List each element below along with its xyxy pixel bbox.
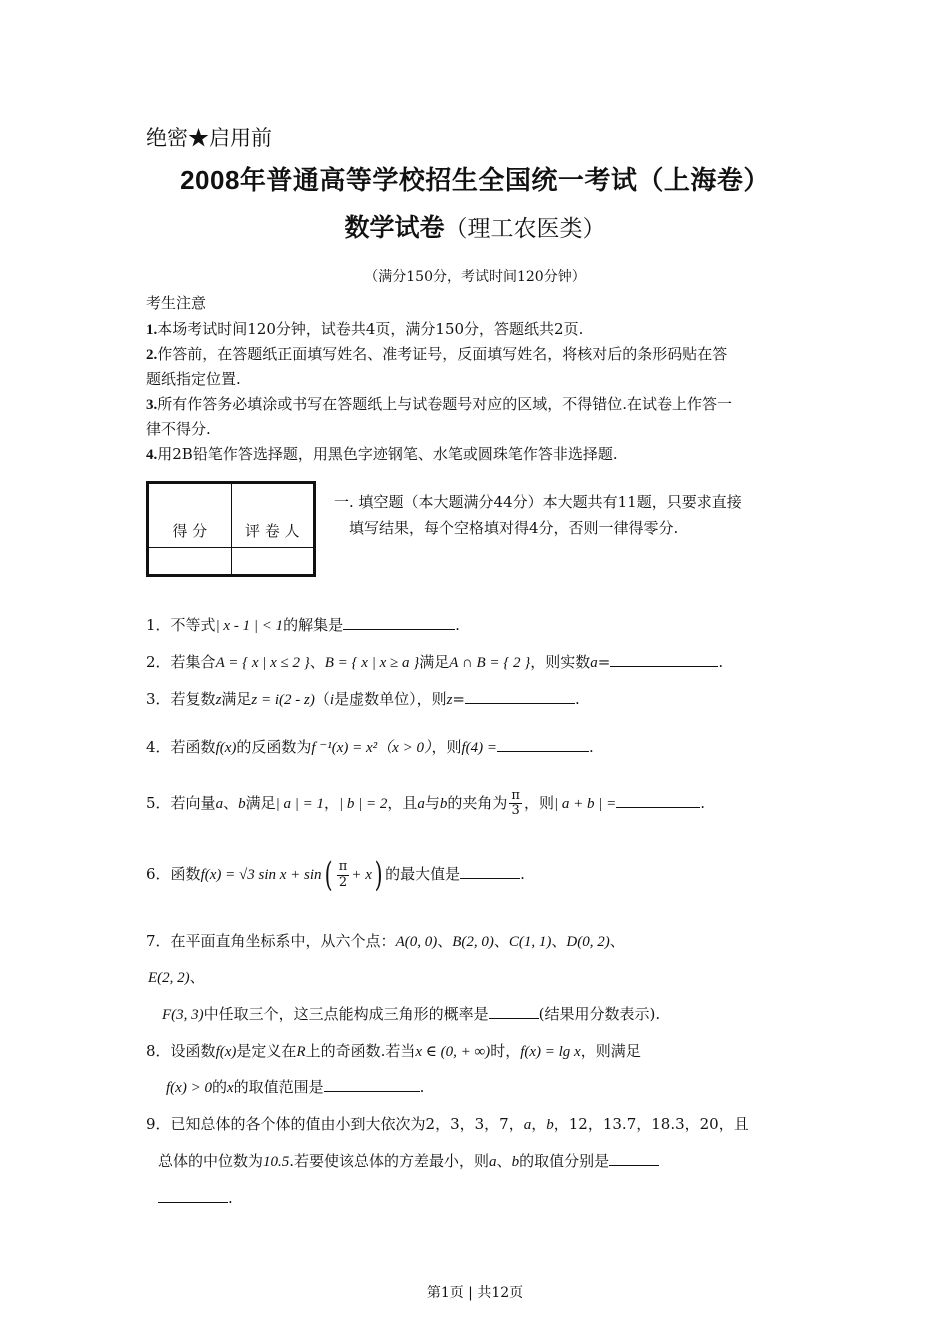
subtitle-main: 数学试卷 (344, 214, 445, 242)
question-1: 1．不等式| x - 1 | < 1的解集是 . (146, 616, 460, 634)
subtitle-sub: （理工农医类） (444, 216, 606, 242)
q8-text-mid4: ，则满足 (580, 1042, 641, 1060)
q4-f: f(x) (215, 740, 237, 756)
q7-point: B(2, 0) (452, 934, 494, 950)
q9-b2: b (511, 1154, 520, 1170)
question-6: 6．函数f(x) = √3 sin x + sin( $\frac{\pi}{2}$ + x) 的最大值是 . (146, 855, 525, 895)
q9-b: b (546, 1117, 554, 1133)
q5-and: 与 (424, 793, 440, 812)
q2-text: 若集合 (170, 653, 216, 671)
q9-a2: a (489, 1154, 497, 1170)
notice-num: 4. (146, 447, 158, 463)
question-7 (146, 930, 625, 951)
q5-a: a (215, 795, 224, 812)
answer-blank (465, 688, 575, 704)
q5-comma: ， (323, 793, 339, 812)
q8-definition: f(x) = lg x (520, 1044, 581, 1060)
q4-inverse: f ⁻¹(x) = x² (311, 740, 378, 756)
question-4: 4．若函数f(x)的反函数为f ⁻¹(x) = x²（x > 0），则f(4) = . (146, 738, 594, 756)
question-3: 3．若复数z满足z = i(2 - z)（i是虚数单位），则z= . (146, 690, 580, 708)
question-number: 2． (146, 653, 171, 671)
question-number: 8． (146, 1042, 171, 1060)
q3-paren: （ (314, 690, 330, 708)
q3-eq: = (452, 690, 465, 708)
q7-text-mid: 中任取三个，这三点能构成三角形的概率是 (203, 1005, 489, 1023)
left-paren-glyph: ( (324, 855, 333, 895)
confidential-label: 绝密★启用前 (146, 126, 272, 150)
question-9-line3: . (158, 1187, 233, 1207)
q8-text-mid3: 时， (490, 1042, 521, 1060)
q6-expression: f(x) = √3 sin x + sin (200, 867, 322, 883)
q4-text: 若函数 (170, 738, 216, 756)
q6-plus-x: + x (351, 867, 372, 883)
notice-text: 本场考试时间120分钟，试卷共4页，满分150分，答题纸共2页. (157, 320, 584, 338)
q7-text: 在平面直角坐标系中，从六个点： (170, 932, 396, 950)
score-cell (148, 548, 232, 576)
section1-line2: 填写结果，每个空格填对得4分，否则一律得零分. (349, 519, 679, 537)
q6-text: 函数 (170, 865, 201, 883)
answer-blank (343, 614, 455, 630)
answer-blank (489, 1003, 539, 1019)
q5-result: | a + b | = (553, 795, 617, 812)
question-8 (146, 1040, 641, 1061)
q3-text: 若复数 (170, 690, 216, 708)
q2-text-mid: 满足 (419, 653, 450, 671)
q5-b: b (238, 795, 246, 812)
q9-median: 10.5 (263, 1154, 290, 1170)
answer-blank (158, 1187, 228, 1203)
question-number: 9． (146, 1115, 171, 1133)
grader-header: 评 卷 人 (231, 483, 315, 548)
notice-item-1 (146, 318, 583, 339)
q2-sep: 、 (309, 653, 325, 671)
fraction-numerator: π (511, 788, 520, 803)
answer-blank (609, 1150, 659, 1166)
q3-note: 是虚数单位），则 (334, 690, 447, 708)
q1-text: 不等式 (170, 616, 216, 634)
notice-text: 作答前，在答题纸正面填写姓名、准考证号，反面填写姓名，将核对后的条形码贴在答 (157, 345, 728, 363)
question-number: 3． (146, 690, 171, 708)
q5-norm-b: | b | = 2 (338, 795, 388, 812)
q8-text-mid5: 的 (211, 1078, 227, 1096)
q6-text-post: 的最大值是 (385, 865, 461, 883)
q2-eq: = (597, 653, 611, 671)
score-header: 得 分 (148, 483, 232, 548)
q8-text-mid2: 上的奇函数.若当 (305, 1042, 416, 1060)
q5-text-post: ，则 (523, 793, 554, 812)
q9-text: 已知总体的各个体的值由小到大依次为2，3，3，7， (170, 1115, 524, 1133)
notice-num: 3. (146, 397, 158, 413)
q1-math: | x - 1 | < 1 (215, 618, 284, 634)
notice-item-2 (146, 343, 727, 364)
q1-text-post: 的解集是 (283, 616, 344, 634)
q5-text-mid3: 的夹角为 (447, 793, 508, 812)
answer-blank (616, 792, 700, 808)
q5-sep: 、 (223, 793, 239, 812)
q5-text-mid: 满足 (245, 793, 276, 812)
notice-item-3-cont: 律不得分. (146, 420, 211, 438)
q9-a: a (523, 1117, 532, 1133)
q7-point: C(1, 1) (508, 934, 552, 950)
q7-text-post: (结果用分数表示). (538, 1005, 661, 1023)
q9-text-line2: 总体的中位数为 (158, 1152, 264, 1170)
q8-real-set: R (296, 1044, 306, 1060)
q9-comma: ， (531, 1115, 547, 1133)
score-time-line: （满分150分，考试时间120分钟） (364, 269, 586, 285)
q8-inequality: f(x) > 0 (166, 1080, 212, 1096)
q7-sep: 、 (437, 932, 453, 950)
fraction-denominator: 2 (338, 874, 348, 890)
q2-set-b: B = { x | x ≥ a } (324, 655, 420, 671)
notice-item-3 (146, 393, 732, 414)
q5-b2: b (439, 795, 448, 812)
notice-item-4 (146, 443, 618, 464)
notice-text: 所有作答务必填涂或书写在答题纸上与试卷题号对应的区域，不得错位.在试卷上作答一 (157, 395, 733, 413)
notice-text: 用2B铅笔作答选择题，用黑色字迹钢笔、水笔或圆珠笔作答非选择题. (157, 445, 618, 463)
q3-i: i (329, 692, 335, 708)
section1-line1: 一. 填空题（本大题满分44分）本大题共有11题，只要求直接 (334, 493, 742, 511)
q6-fraction (337, 860, 350, 890)
question-number: 6． (146, 865, 171, 883)
q8-text: 设函数 (170, 1042, 216, 1060)
q4-text-mid: 的反函数为 (236, 738, 312, 756)
answer-blank (460, 863, 520, 879)
q8-text-post: 的取值范围是 (233, 1078, 324, 1096)
fraction-numerator: π (338, 859, 348, 875)
q3-math: z = i(2 - z) (251, 692, 315, 708)
right-paren-glyph: ) (374, 855, 383, 895)
q5-text-mid2: ，且 (387, 793, 418, 812)
q9-sep: 、 (496, 1152, 512, 1170)
question-5: 5．若向量a、b满足| a | = 1，| b | = 2，且a与b的夹角为 $\frac{\pi}{3}$ ，则| a + b | = . (146, 788, 705, 819)
grade-table (146, 481, 316, 577)
exam-title: 2008年普通高等学校招生全国统一考试（上海卷） (180, 165, 770, 195)
q7-point: F(3, 3) (162, 1007, 204, 1023)
answer-blank (610, 651, 718, 667)
q8-condition: x ∈ (0, + ∞) (415, 1044, 491, 1060)
q3-text-mid: 满足 (221, 690, 252, 708)
q7-sep: 、 (551, 932, 567, 950)
page-footer: 第1页 | 共12页 (426, 1285, 524, 1301)
notice-heading: 考生注意 (146, 294, 207, 312)
q9-text-rest: ，12，13.7，18.3，20，且 (553, 1115, 749, 1133)
q3-var2: z (446, 692, 453, 708)
q8-text-mid: 是定义在 (236, 1042, 297, 1060)
q8-f: f(x) (215, 1044, 237, 1060)
q5-norm-a: | a | = 1 (275, 795, 324, 812)
q4-condition: （x > 0） (377, 740, 432, 756)
q7-sep: 、 (189, 968, 205, 986)
q2-text-post: ，则实数 (530, 653, 591, 671)
q7-point: D(0, 2) (566, 934, 610, 950)
question-7-line3 (162, 1003, 660, 1024)
q7-sep: 、 (493, 932, 509, 950)
q5-text: 若向量 (170, 793, 216, 812)
answer-blank (324, 1076, 420, 1092)
q7-point: A(0, 0) (395, 934, 438, 950)
notice-num: 1. (146, 322, 158, 338)
question-number: 5． (146, 793, 171, 812)
q2-var: a (590, 655, 598, 671)
q3-var: z (215, 692, 222, 708)
question-7-line2 (148, 966, 205, 987)
paper-subtitle (0, 208, 950, 244)
q4-text-post: ，则 (431, 738, 462, 756)
q7-point: E(2, 2) (148, 970, 190, 986)
question-number: 1． (146, 616, 171, 634)
question-8-line2: f(x) > 0的x的取值范围是 . (166, 1078, 425, 1096)
question-2: 2．若集合A = { x | x ≤ 2 }、B = { x | x ≥ a }满足A ∩ B = { 2 }，则实数a= . (146, 653, 724, 671)
question-9 (146, 1113, 749, 1134)
q5-a2: a (417, 795, 425, 812)
answer-blank (497, 736, 589, 752)
q2-set-a: A = { x | x ≤ 2 } (215, 655, 310, 671)
question-9-line2 (158, 1150, 659, 1171)
fraction-denominator: 3 (511, 803, 520, 819)
q2-condition: A ∩ B = { 2 } (449, 655, 531, 671)
question-number: 4． (146, 738, 171, 756)
notice-num: 2. (146, 347, 158, 363)
q9-text-line2-mid: .若要使该总体的方差最小，则 (289, 1152, 490, 1170)
q8-x: x (226, 1080, 234, 1096)
q7-sep: 、 (609, 932, 625, 950)
grader-cell (231, 548, 315, 576)
notice-item-2-cont: 题纸指定位置. (146, 370, 241, 388)
question-number: 7． (146, 932, 171, 950)
q4-value: f(4) = (461, 740, 497, 756)
q9-text-line2-post: 的取值分别是 (519, 1152, 610, 1170)
q5-fraction (509, 789, 522, 819)
